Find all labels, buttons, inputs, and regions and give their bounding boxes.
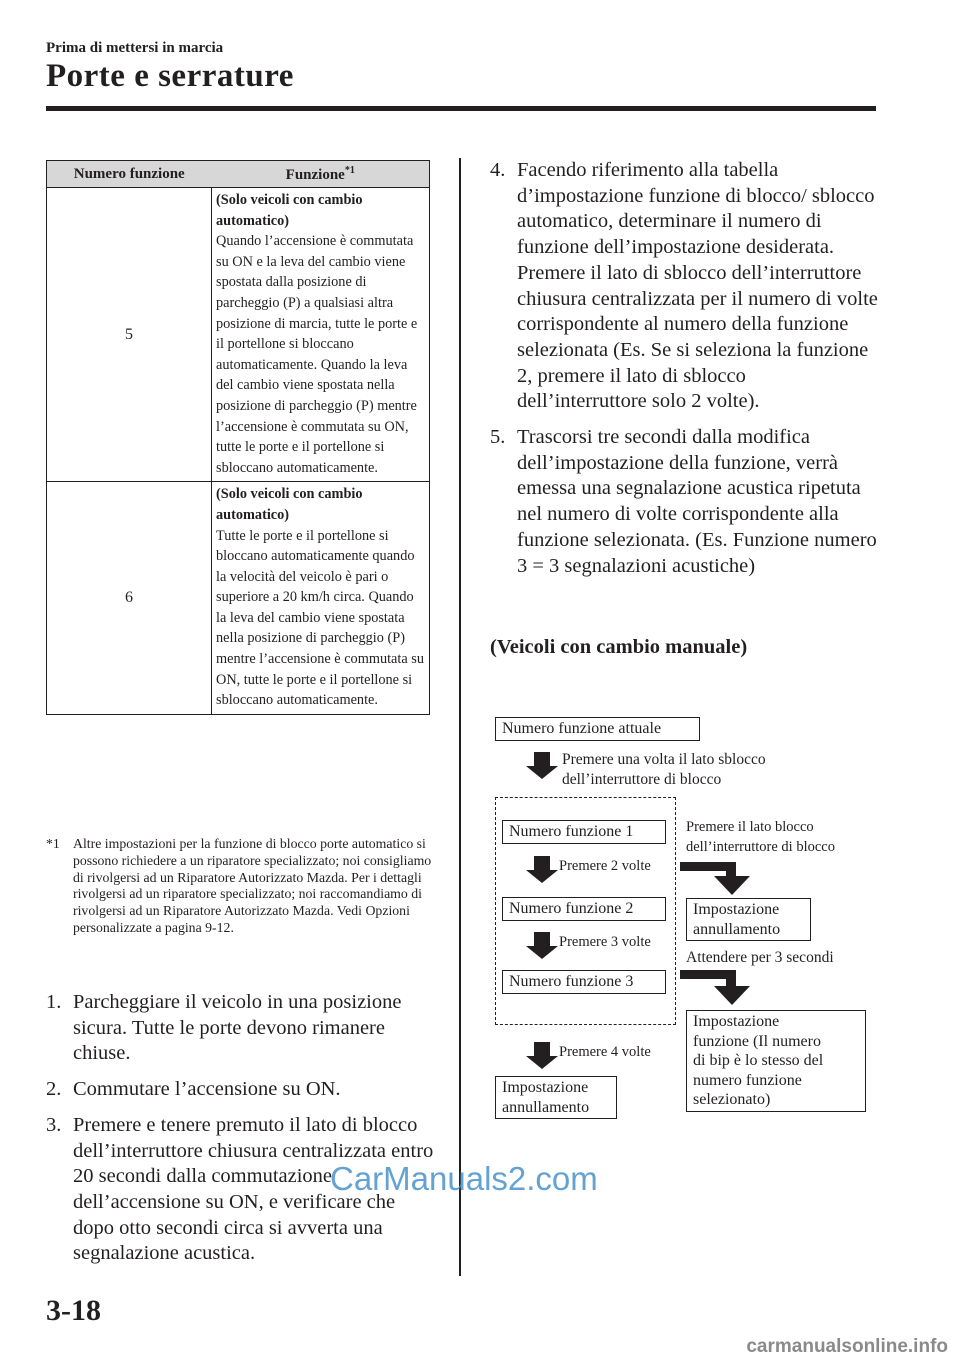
footnote-text: Altre impostazioni per la funzione di blocco porte automatico si possono richiedere a un riparatore specializzato; noi consigliamo di rivolgersi ad un Riparatore Autorizzato Mazda. Per i dettagli rivolgersi ad un riparatore specializzato; noi raccomandiamo di rivolgersi ad un Riparatore Autorizzato Mazda. Vedi Opzioni personalizzate a pagina 9-12. (73, 836, 432, 935)
table-header-number: Numero funzione (47, 161, 212, 188)
press-once-label-line2: dell’interruttore di blocco (562, 771, 722, 788)
title-rule (46, 106, 876, 111)
press-4-label: Premere 4 volte (559, 1044, 651, 1060)
footnote-ref: *1 (344, 164, 355, 176)
function-number: 5 (47, 188, 212, 482)
step-5: 5. Trascorsi tre secondi dalla modifica dell’impostazione della funzione, verrà emessa una segnalazione acustica ripetuta nel numero di volte corrispondente alla funzione selezionata. (Es. Funzione numero 3 = 3 segnalazioni acustiche) (490, 426, 877, 577)
function-description (212, 482, 430, 715)
steps-column-right (490, 158, 880, 589)
step-1: 1. Parcheggiare il veicolo in una posizione sicura. Tutte le porte devono rimanere chiuse. (46, 991, 402, 1065)
step-3: 3. Premere e tenere premuto il lato di blocco dell’interruttore chiusura centralizzata entro 20 secondi dalla commutazione dell’accensione su ON, e verificare che dopo otto secondi circa si avverta una segnalazione acustica. (46, 1113, 434, 1265)
function-2-box: Numero funzione 2 (502, 897, 666, 921)
down-arrow-icon (524, 932, 560, 960)
function-text: Tutte le porte e il portellone si bloccano automaticamente quando la velocità del veicolo è pari o superiore a 20 km/h circa. Quando la leva del cambio viene spostata nella posizione di parcheggio (P) mentre l’accensione è commutata su ON, tutte le porte e il portellone si sbloccano automaticamente. (216, 527, 425, 709)
function-number: 6 (47, 482, 212, 715)
function-condition: (Solo veicoli con cambio automatico) (216, 192, 363, 229)
lock-side-label-line2: dell’interruttore di blocco (686, 839, 835, 855)
down-arrow-icon (524, 1042, 560, 1070)
cancel-setting-box-left: Impostazione annullamento (495, 1076, 617, 1119)
current-function-box: Numero funzione attuale (495, 717, 700, 741)
function-1-box: Numero funzione 1 (502, 820, 666, 844)
down-arrow-icon (524, 856, 560, 884)
function-text: Quando l’accensione è commutata su ON e la leva del cambio viene spostata dalla posizione di parcheggio (P) a qualsiasi altra posizione di marcia, tutte le porte e il portellone si bloccano automaticamente. Quando la leva del cambio viene spostata nella posizione di parcheggio (P) mentre l’accensione è commutata su ON, tutte le porte e il portellone si sbloccano automaticamente. (216, 233, 418, 476)
function-setting-box: Impostazione funzione (Il numero di bip è lo stesso del numero funzione selezionato) (686, 1010, 866, 1112)
table-row (47, 482, 430, 715)
lock-side-label-line1: Premere il lato blocco (686, 819, 814, 835)
bent-arrow-icon (680, 970, 770, 1006)
press-once-label-line1: Premere una volta il lato sblocco (562, 751, 766, 768)
table-header-function: Funzione$^{*1}$ (212, 161, 430, 188)
watermark: CarManuals2.com (330, 1160, 598, 1197)
column-divider (459, 158, 461, 1276)
function-table (46, 160, 430, 715)
function-condition: (Solo veicoli con cambio automatico) (216, 486, 363, 523)
function-3-box: Numero funzione 3 (502, 970, 666, 994)
footnote-mark: *1 (46, 836, 60, 851)
wait-label: Attendere per 3 secondi (686, 949, 834, 966)
manual-transmission-heading: (Veicoli con cambio manuale) (490, 636, 748, 658)
steps-column-left (46, 990, 436, 1277)
press-3-label: Premere 3 volte (559, 934, 651, 950)
down-arrow-icon (524, 752, 560, 780)
section-label: Prima di mettersi in marcia (46, 40, 224, 56)
step-4: 4. Facendo riferimento alla tabella d’impostazione funzione di blocco/ sblocco automatico, determinare il numero di funzione dell’impostazione desiderata. Premere il lato di sblocco dell’interruttore chiusura centralizzata per il numero di volte corrispondente al numero della funzione selezionata (Es. Se si seleziona la funzione 2, premere il lato di sblocco dell’interruttore solo 2 volte). (490, 159, 878, 413)
bent-arrow-icon (680, 862, 770, 896)
footnote (46, 836, 436, 937)
function-description (212, 188, 430, 482)
footer-url: carmanualsonline.info (746, 1336, 948, 1357)
table-row (47, 188, 430, 482)
press-2-label: Premere 2 volte (559, 858, 651, 874)
table-header-row (47, 161, 430, 188)
page-number: 3-18 (46, 1294, 101, 1327)
chapter-title: Porte e serrature (46, 58, 294, 94)
cancel-setting-box-right: Impostazione annullamento (686, 898, 811, 941)
step-2: 2. Commutare l’accensione su ON. (46, 1078, 341, 1101)
